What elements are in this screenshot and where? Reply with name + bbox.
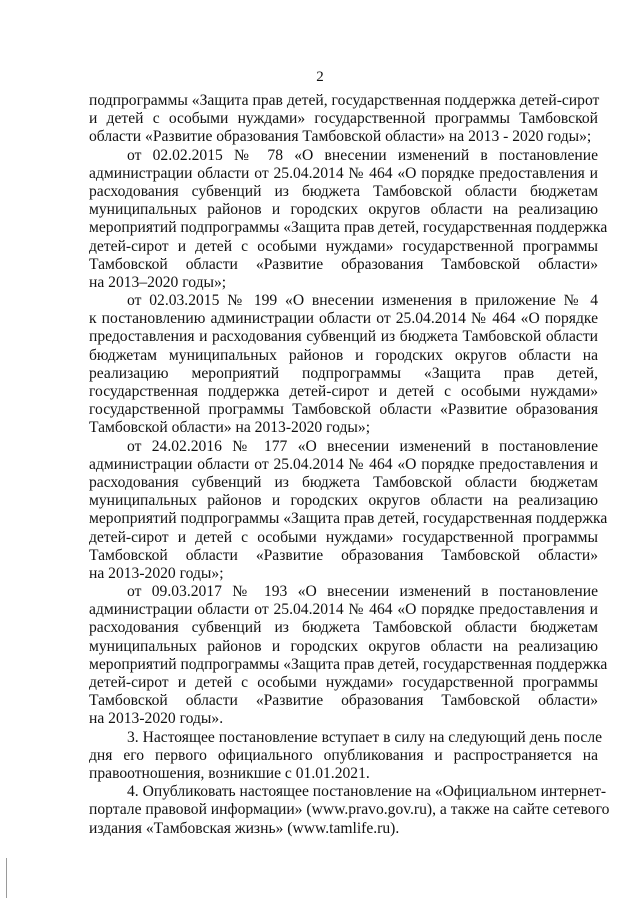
- page-number: 2: [316, 69, 324, 85]
- text-line: реализацию мероприятий подпрограммы «Защита прав детей,: [89, 364, 598, 382]
- text-line: Тамбовской области» на 2013-2020 годы»;: [89, 419, 371, 437]
- text-line: правоотношения, возникшие с 01.01.2021.: [89, 764, 370, 782]
- paragraph-2016-177: [89, 437, 608, 584]
- document-body: [89, 92, 610, 838]
- text-line: Тамбовской области «Развитие образования Тамбовской области»: [89, 692, 598, 710]
- text-line: предоставления и расходования субвенций из бюджета Тамбовской области: [89, 328, 598, 346]
- text-line: портале правовой информации» (www.pravo.gov.ru), а также на сайте сетевого: [89, 801, 610, 819]
- text-line: мероприятий подпрограммы «Защита прав детей, государственная поддержка: [89, 219, 608, 237]
- text-line: муниципальных районов и городских округов области на реализацию: [89, 637, 598, 655]
- text-line: администрации области от 25.04.2014 № 464 «О порядке предоставления и: [89, 455, 598, 473]
- text-line: детей-сирот и детей с особыми нуждами» государственной программы: [89, 237, 598, 255]
- text-line: муниципальных районов и городских округов области на реализацию: [89, 492, 598, 510]
- paragraph-2017-193: [89, 583, 608, 729]
- text-line: от 24.02.2016 № 177 «О внесении изменений в постановление: [127, 437, 598, 455]
- text-line: государственной программы Тамбовской области «Развитие образования: [89, 401, 598, 419]
- text-line: к постановлению администрации области от 25.04.2014 № 464 «О порядке: [89, 310, 598, 328]
- text-line: муниципальных районов и городских округов области на реализацию: [89, 201, 598, 219]
- text-line: 4. Опубликовать настоящее постановление на «Официальном интернет-: [127, 783, 607, 801]
- text-line: расходования субвенций из бюджета Тамбовской области бюджетам: [89, 619, 598, 637]
- paragraph-2015-199: [89, 292, 598, 438]
- text-line: администрации области от 25.04.2014 № 464 «О порядке предоставления и: [89, 164, 598, 182]
- text-line: от 09.03.2017 № 193 «О внесении изменений в постановление: [127, 583, 598, 601]
- text-line: бюджетам муниципальных районов и городских округов области на: [89, 346, 598, 364]
- text-line: и детей с особыми нуждами» государственной программы Тамбовской: [89, 110, 598, 128]
- text-line: подпрограммы «Защита прав детей, государственная поддержка детей-сирот: [89, 92, 600, 109]
- text-line: на 2013-2020 годы»;: [89, 564, 224, 582]
- text-line: дня его первого официального опубликования и распространяется на: [89, 746, 598, 764]
- text-line: детей-сирот и детей с особыми нуждами» государственной программы: [89, 528, 598, 546]
- text-line: Тамбовской области «Развитие образования Тамбовской области»: [89, 255, 598, 273]
- text-line: на 2013-2020 годы».: [89, 710, 224, 728]
- text-line: расходования субвенций из бюджета Тамбовской области бюджетам: [89, 182, 598, 200]
- paragraph-item-3: [89, 728, 603, 784]
- text-line: администрации области от 25.04.2014 № 464 «О порядке предоставления и: [89, 601, 598, 619]
- paragraph-item-4: [89, 783, 610, 838]
- paragraph-continuation: [89, 92, 598, 147]
- text-line: государственная поддержка детей-сирот и детей с особыми нуждами»: [89, 383, 598, 400]
- text-line: Тамбовской области «Развитие образования Тамбовской области»: [89, 546, 598, 564]
- text-line: мероприятий подпрограммы «Защита прав детей, государственная поддержка: [89, 510, 608, 528]
- text-line: мероприятий подпрограммы «Защита прав детей, государственная поддержка: [89, 655, 608, 673]
- text-line: детей-сирот и детей с особыми нуждами» государственной программы: [89, 674, 598, 691]
- text-line: области «Развитие образования Тамбовской области» на 2013 - 2020 годы»;: [89, 128, 592, 146]
- text-line: издания «Тамбовская жизнь» (www.tamlife.ru).: [89, 819, 400, 837]
- text-line: на 2013–2020 годы»;: [89, 273, 227, 291]
- text-line: 3. Настоящее постановление вступает в силу на следующий день после: [127, 728, 603, 746]
- paragraph-2015-78: [89, 146, 608, 293]
- scan-edge-mark: [6, 858, 7, 898]
- text-line: расходования субвенций из бюджета Тамбовской области бюджетам: [89, 473, 598, 491]
- text-line: от 02.03.2015 № 199 «О внесении изменения в приложение № 4: [127, 292, 598, 310]
- text-line: от 02.02.2015 № 78 «О внесении изменений в постановление: [127, 146, 598, 164]
